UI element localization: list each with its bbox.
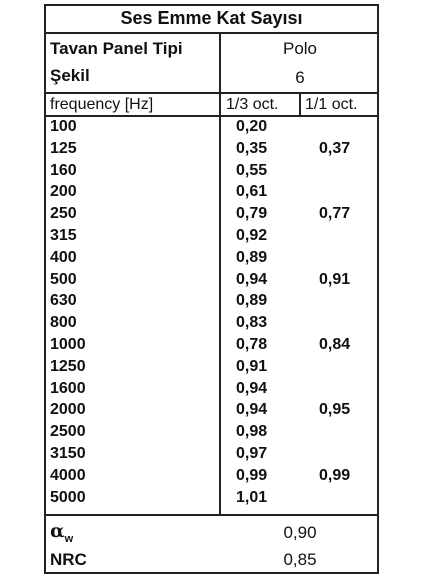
row-frequency: 250	[50, 205, 77, 223]
row-full-octave-value: 0,91	[319, 270, 351, 288]
info-divider	[46, 92, 377, 94]
row-full-octave-value: 0,77	[319, 205, 351, 223]
shape-value: 6	[295, 68, 305, 87]
row-frequency: 200	[50, 183, 77, 201]
row-full-octave-value: 0,37	[319, 139, 351, 157]
row-frequency: 500	[50, 270, 77, 288]
row-third-octave-value: 0,91	[236, 357, 268, 375]
row-third-octave-value: 0,78	[236, 336, 268, 353]
column-divider-main	[219, 32, 221, 516]
header-divider	[46, 115, 377, 117]
row-frequency: 400	[50, 248, 77, 266]
row-third-octave-value: 0,97	[236, 445, 268, 462]
row-third-octave-value: 0,94	[236, 379, 268, 397]
absorption-table	[44, 4, 379, 574]
row-frequency: 1600	[50, 379, 86, 397]
row-frequency: 125	[50, 139, 77, 157]
row-frequency: 800	[50, 314, 77, 332]
row-third-octave-value: 0,89	[236, 292, 268, 310]
row-frequency: 2000	[50, 401, 86, 419]
row-frequency: 630	[50, 292, 77, 310]
table-title: Ses Emme Kat Sayısı	[120, 8, 303, 28]
row-frequency: 1000	[50, 336, 86, 353]
nrc-label: NRC	[50, 550, 87, 569]
row-third-octave-value: 0,94	[236, 270, 268, 288]
row-third-octave-value: 0,92	[236, 227, 268, 244]
row-third-octave-value: 0,83	[236, 314, 268, 332]
row-frequency: 5000	[50, 488, 86, 506]
row-frequency: 1250	[50, 357, 86, 375]
row-third-octave-value: 0,89	[236, 248, 268, 266]
row-third-octave-value: 1,01	[236, 488, 268, 506]
row-full-octave-value: 0,99	[319, 466, 351, 484]
row-frequency: 100	[50, 118, 77, 135]
row-frequency: 2500	[50, 423, 86, 441]
third-octave-header: 1/3 oct.	[226, 96, 279, 113]
title-divider	[46, 32, 377, 34]
shape-label: Şekil	[50, 66, 90, 85]
row-third-octave-value: 0,55	[236, 161, 268, 179]
row-third-octave-value: 0,20	[236, 118, 268, 135]
nrc-value: 0,85	[283, 550, 317, 569]
frequency-header: frequency [Hz]	[50, 96, 154, 113]
row-frequency: 3150	[50, 445, 86, 462]
row-frequency: 4000	[50, 466, 86, 484]
row-third-octave-value: 0,61	[236, 183, 268, 201]
row-frequency: 160	[50, 161, 77, 179]
row-full-octave-value: 0,95	[319, 401, 351, 419]
panel-type-value: Polo	[282, 39, 318, 58]
panel-type-label: Tavan Panel Tipi	[50, 39, 183, 58]
row-third-octave-value: 0,99	[236, 466, 268, 484]
alpha-w-value: 0,90	[283, 523, 317, 542]
row-full-octave-value: 0,84	[319, 336, 351, 353]
row-third-octave-value: 0,79	[236, 205, 268, 223]
row-third-octave-value: 0,98	[236, 423, 268, 441]
alpha-w-label: $\alpha_w$	[50, 520, 74, 545]
row-third-octave-value: 0,94	[236, 401, 268, 419]
footer-divider	[46, 514, 377, 516]
full-octave-header: 1/1 oct.	[305, 96, 358, 113]
row-third-octave-value: 0,35	[236, 139, 268, 157]
column-divider-header	[299, 92, 301, 115]
row-frequency: 315	[50, 227, 77, 244]
